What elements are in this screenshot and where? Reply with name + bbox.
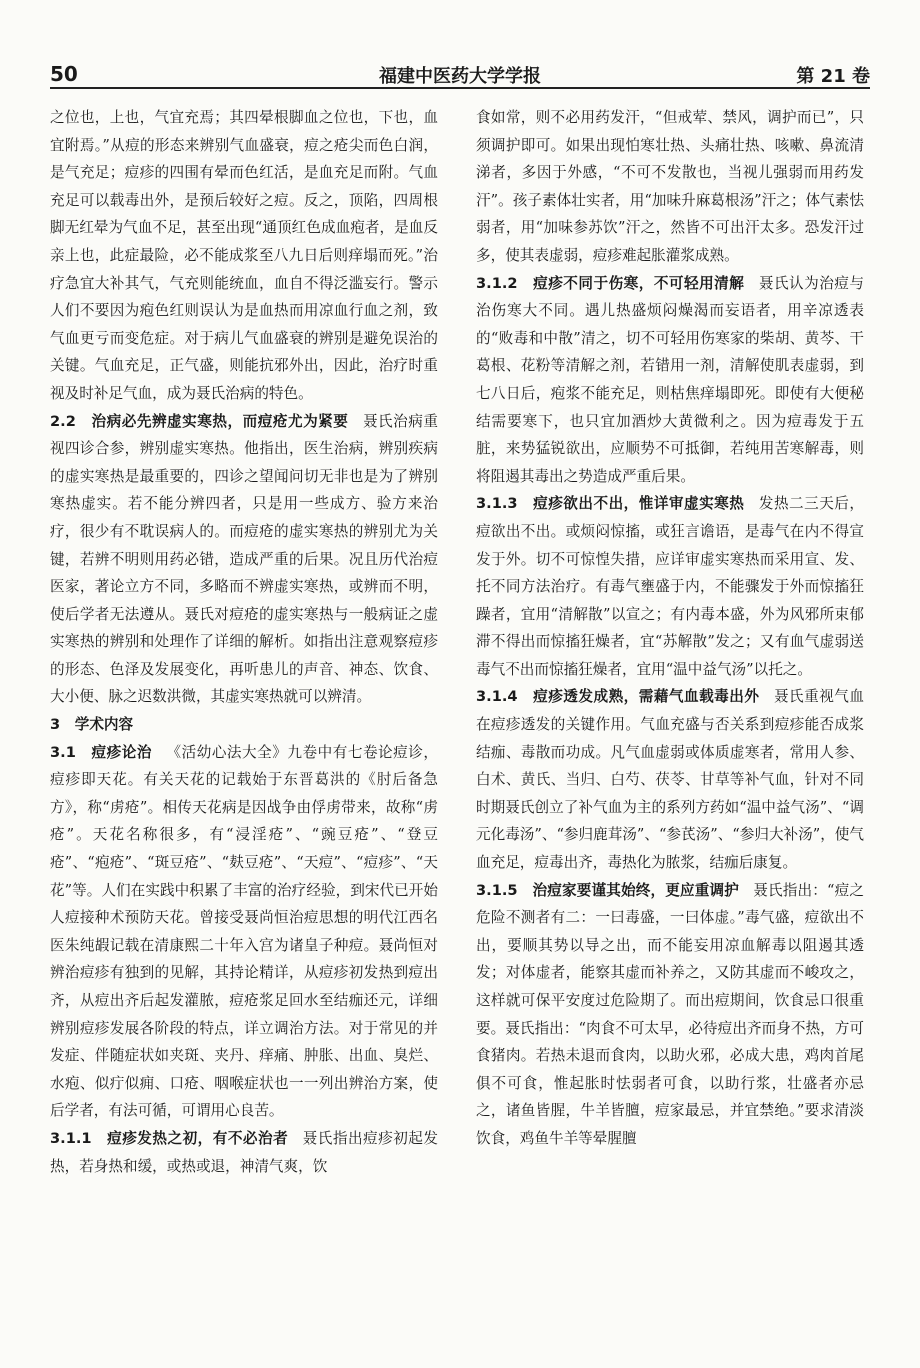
section-body: 聂氏指出：“痘之危险不测者有二：一曰毒盛，一曰体虚。”毒气盛，痘欲出不出，要顺其势以导之出，而不能妄用凉血解毒以阻遏其透发；对体虚者，能察其虚而补养之，又防其虚而不峻攻之，这样就可保平安度过危险期了。而出痘期间，饮食忌口很重要。聂氏指出：“肉食不可太早，必待痘出齐而身不热，方可食猪肉。若热未退而食肉，以助火邪，必成大患，鸡肉首尾俱不可食，惟起胀时怯弱者可食，以助行浆，壮盛者亦忌之，诸鱼皆腥，牛羊皆膻，痘家最忌，并宜禁绝。”要求清淡饮食，鸡鱼牛羊等晕腥膻 xyxy=(476,881,864,1147)
section-body: 聂氏重视气血在痘疹透发的关键作用。气血充盛与否关系到痘疹能否成浆结痂、毒散而功成。凡气血虚弱或体质虚寒者，常用人参、白术、黄氏、当归、白芍、茯苓、甘草等补气血，针对不同时期聂氏创立了补气血为主的系列方药如“温中益气汤”、“调元化毒汤”、“参归鹿茸汤”、“参芪汤”、“参归大补汤”，使气血充足，痘毒出齐，毒热化为脓浆，结痂后康复。 xyxy=(476,688,864,872)
section-heading: 3 学术内容 xyxy=(50,716,134,734)
running-header xyxy=(50,52,870,86)
section-heading: 3.1.1 痘疹发热之初，有不必治者 xyxy=(50,1129,289,1147)
section-body: 聂氏指出痘疹初起发热，若身热和缓，或热或退，神清气爽，饮 xyxy=(50,1129,438,1175)
section-3-1-4 xyxy=(476,683,864,876)
section-heading: 3.1 痘疹论治 xyxy=(50,743,152,761)
section-3-1-2 xyxy=(476,270,864,491)
section-2-2 xyxy=(50,408,438,712)
journal-title: 福建中医药大学学报 xyxy=(379,66,541,87)
paragraph-qixue-continued: 之位也，上也，气宜充焉；其四晕根脚血之位也，下也，血宜附焉。”从痘的形态来辨别气血盛衰，痘之疮尖而色白润，是气充足；痘疹的四围有晕而色红活，是血充足而附。气血充足可以载毒出外，是预后较好之痘。反之，顶陷，四周根脚无红晕为气血不足，甚至出现“通顶红色成血疱者，是血反亲上也，此症最险，必不能成浆至八九日后则痒塌而死。”治疗急宜大补其气，气充则能统血，血自不得泛滥妄行。警示人们不要因为疱色红则误认为是血热而用凉血行血之剂，致气血更亏而变危症。对于病儿气血盛衰的辨别是避免误治的关键。气血充足，正气盛，则能抗邪外出，因此，治疗时重视及时补足气血，成为聂氏治病的特色。 xyxy=(50,109,438,402)
section-heading: 3.1.5 治痘家要谨其始终，更应重调护 xyxy=(476,881,740,899)
section-heading: 2.2 治病必先辨虚实寒热，而痘疮尤为紧要 xyxy=(50,412,349,430)
section-3-1-1 xyxy=(50,1125,438,1180)
right-column xyxy=(476,104,864,1354)
section-3-1-5 xyxy=(476,877,864,1153)
section-heading: 3.1.4 痘疹透发成熟，需藉气血载毒出外 xyxy=(476,688,760,706)
section-3-1-3 xyxy=(476,490,864,683)
section-body: 聂氏认为治痘与治伤寒大不同。遇儿热盛烦闷燥渴而妄语者，用辛凉透表的“败毒和中散”清之，切不可轻用伤寒家的柴胡、黄芩、干葛根、花粉等清解之剂，若错用一剂，清解使肌表虚弱，到七八日后，疱浆不能充足，则枯焦痒塌即死。即使有大便秘结需要寒下，也只宜加酒炒大黄微利之。因为痘毒发于五脏，来势猛锐欲出，应顺势不可抵御，若纯用苦寒解毒，则将阻遏其毒出之势造成严重后果。 xyxy=(476,274,864,485)
section-body: 聂氏治病重视四诊合参，辨别虚实寒热。他指出，医生治病，辨别疾病的虚实寒热是最重要的，四诊之望闻问切无非也是为了辨别寒热虚实。若不能分辨四者，只是用一些成方、验方来治疗，很少有不耽误病人的。而痘疮的虚实寒热的辨别尤为关键，若辨不明则用药必错，造成严重的后果。况且历代治痘医家，著论立方不同，多略而不辨虚实寒热，或辨而不明，使后学者无法遵从。聂氏对痘疮的虚实寒热与一般病证之虚实寒热的辨别和处理作了详细的解析。如指出注意观察痘疹的形态、色泽及发展变化，再听患儿的声音、神态、饮食、大小便、脉之迟数洪微，其虚实寒热就可以辨清。 xyxy=(50,412,438,706)
section-3-1 xyxy=(50,739,438,1125)
paragraph-3-1-1-continued: 食如常，则不必用药发汗，“但戒荤、禁风，调护而已”，只须调护即可。如果出现怕寒壮热、头痛壮热、咳嗽、鼻流清涕者，多因于外感，“不可不发散也，当视儿强弱而用药发汗”。孩子素体壮实者，用“加味升麻葛根汤”汗之；体气素怯弱者，用“加味参苏饮”汗之，然皆不可出汗太多。恐发汗过多，使其表虚弱，痘疹难起胀灌浆成熟。 xyxy=(476,109,864,264)
left-column xyxy=(50,104,438,1354)
section-heading: 3.1.3 痘疹欲出不出，惟详审虚实寒热 xyxy=(476,495,745,513)
page-number: 50 xyxy=(50,62,78,86)
volume-label: 第 21 卷 xyxy=(796,66,870,87)
section-body: 《活幼心法大全》九卷中有七卷论痘诊，痘疹即天花。有关天花的记载始于东晋葛洪的《肘后备急方》，称“虏疮”。相传天花病是因战争由俘虏带来，故称“虏疮”。天花名称很多，有“浸淫疮”、“豌豆疮”、“登豆疮”、“疱疮”、“斑豆疮”、“麸豆疮”、“天痘”、“痘疹”、“天花”等。人们在实践中积累了丰富的治疗经验，到宋代已开始人痘接种术预防天花。曾接受聂尚恒治痘思想的明代江西名医朱纯嘏记载在清康熙二十年入宫为诸皇子种痘。聂尚恒对辨治痘疹有独到的见解，其持论精详，从痘疹初发热到痘出齐，从痘出齐后起发灌脓，痘疮浆足回水至结痂还元，详细辨别痘疹发展各阶段的特点，详立调治方法。对于常见的并发症、伴随症状如夹斑、夹丹、痒痛、肿胀、出血、臭烂、水疱、似疔似痈、口疮、咽喉症状也一一列出辨治方案，使后学者，有法可循，可谓用心良苦。 xyxy=(50,743,438,1120)
section-heading: 3.1.2 痘疹不同于伤寒，不可轻用清解 xyxy=(476,274,745,292)
section-body: 发热二三天后，痘欲出不出。或烦闷惊搐，或狂言谵语，是毒气在内不得宣发于外。切不可惊惶失措，应详审虚实寒热而采用宣、发、托不同方法治疗。有毒气壅盛于内，不能骤发于外而惊搐狂躁者，宜用“清解散”以宣之；有内毒本盛，外为风邪所束郁滞不得出而惊搐狂燥者，宜“苏解散”发之；又有血气虚弱送毒气不出而惊搐狂燥者，宜用“温中益气汤”以托之。 xyxy=(476,495,864,678)
section-3 xyxy=(50,711,438,739)
header-rule xyxy=(50,87,870,89)
